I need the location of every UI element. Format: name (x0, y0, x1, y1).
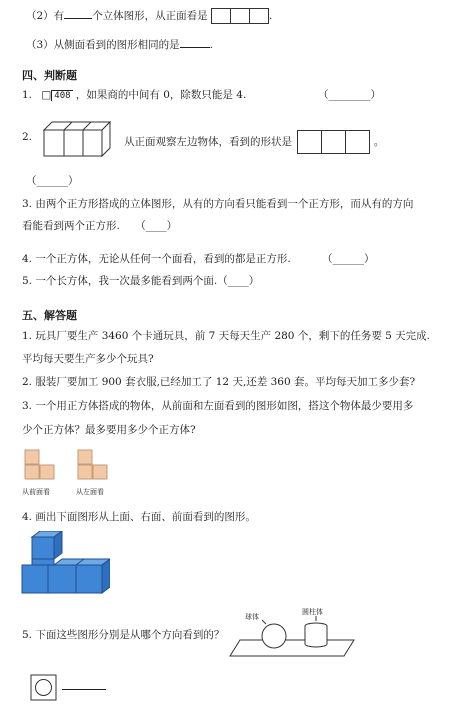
solve-q3-line1: 3. 一个用正方体搭成的物体，从前面和左面看到的图形如图，搭这个物体最少要用多 (22, 400, 414, 412)
judge-q3-line1: 3. 由两个正方形搭成的立体图形，从有的方向看只能看到一个正方形，而从有的方向 (22, 198, 414, 210)
judge-q1-paren[interactable]: （________） (318, 89, 381, 101)
solve-q4: 4. 画出下面图形从上面、右面、前面看到的图形。 (22, 511, 256, 523)
judge-q4-paren[interactable]: （______） (322, 253, 375, 265)
q3-part2 (26, 7, 272, 24)
left-view-figure (77, 449, 111, 483)
q3-part2-lead: （2）有 (26, 10, 65, 22)
front-view-figure (24, 449, 58, 483)
judge-q2 (124, 130, 384, 154)
division-expression (41, 89, 72, 101)
judge-q2-dot: 。 (373, 136, 385, 148)
cylinder-label: 圆柱体 (302, 608, 323, 616)
q3-part3 (26, 36, 213, 52)
judge-q5-paren[interactable]: （____） (217, 275, 260, 287)
judge-q5-text: 5. 一个长方体，我一次最多能看到两个面. (22, 275, 218, 287)
divisor-box: □ (41, 89, 52, 101)
answer-blank[interactable] (180, 36, 210, 48)
judge-q2-num: 2. (22, 131, 33, 143)
left-view-caption: 从左面看 (76, 488, 104, 496)
judge-q3-line2 (22, 218, 177, 233)
section-title-solve: 五、解答题 (22, 309, 77, 322)
judge-q4: 4. 一个正方体，无论从任何一个面看，看到的都是正方形. (22, 253, 291, 265)
judge-q3-paren[interactable]: （____） (135, 220, 178, 232)
judge-q5 (22, 273, 259, 288)
solve-q1-line1: 1. 玩具厂要生产 3460 个卡通玩具，前 7 天每天生产 280 个，剩下的任务要 5 天完成. (22, 330, 431, 342)
solve-q1-line2: 平均每天要生产多少个玩具? (22, 353, 154, 365)
answer-line[interactable] (62, 688, 106, 690)
q3-part2-mid: 个立体图形，从正面看是 (92, 10, 208, 22)
answer-boxes (211, 8, 269, 24)
view-shape-figure (30, 674, 58, 702)
solve-q3-line2: 少个正方体？最多要用多少个正方体? (22, 424, 196, 436)
judge-q1 (22, 87, 246, 102)
blue-cube-figure (20, 531, 110, 601)
cube-stack-figure (42, 118, 118, 158)
judge-q2-paren[interactable]: （______） (26, 175, 79, 187)
question-number: 1. (22, 89, 33, 101)
dividend: 408 (51, 90, 72, 101)
front-view-caption: 从前面看 (22, 488, 50, 496)
q3-part3-text: （3）从侧面看到的图形相同的是 (26, 39, 180, 51)
answer-blank[interactable] (64, 7, 92, 19)
solve-q5: 5. 下面这些图形分别是从哪个方向看到的？ (22, 629, 225, 641)
answer-boxes (297, 130, 370, 154)
solve-q2: 2. 服装厂要加工 900 套衣服,已经加工了 12 天,还差 360 套。平均每天加工多少套? (22, 376, 416, 388)
q3-part2-end: . (269, 10, 273, 22)
q3-part3-end: . (209, 39, 214, 51)
judge-q2-text: 从正面观察左边物体，看到的形状是 (124, 136, 292, 148)
judge-q3-text: 看能看到两个正方形. (22, 220, 120, 232)
section-title-judge: 四、判断题 (22, 69, 77, 82)
judge-q1-text: ，如果商的中间有 0，除数只能是 4. (75, 89, 247, 101)
ball-label: 球体 (245, 613, 259, 621)
